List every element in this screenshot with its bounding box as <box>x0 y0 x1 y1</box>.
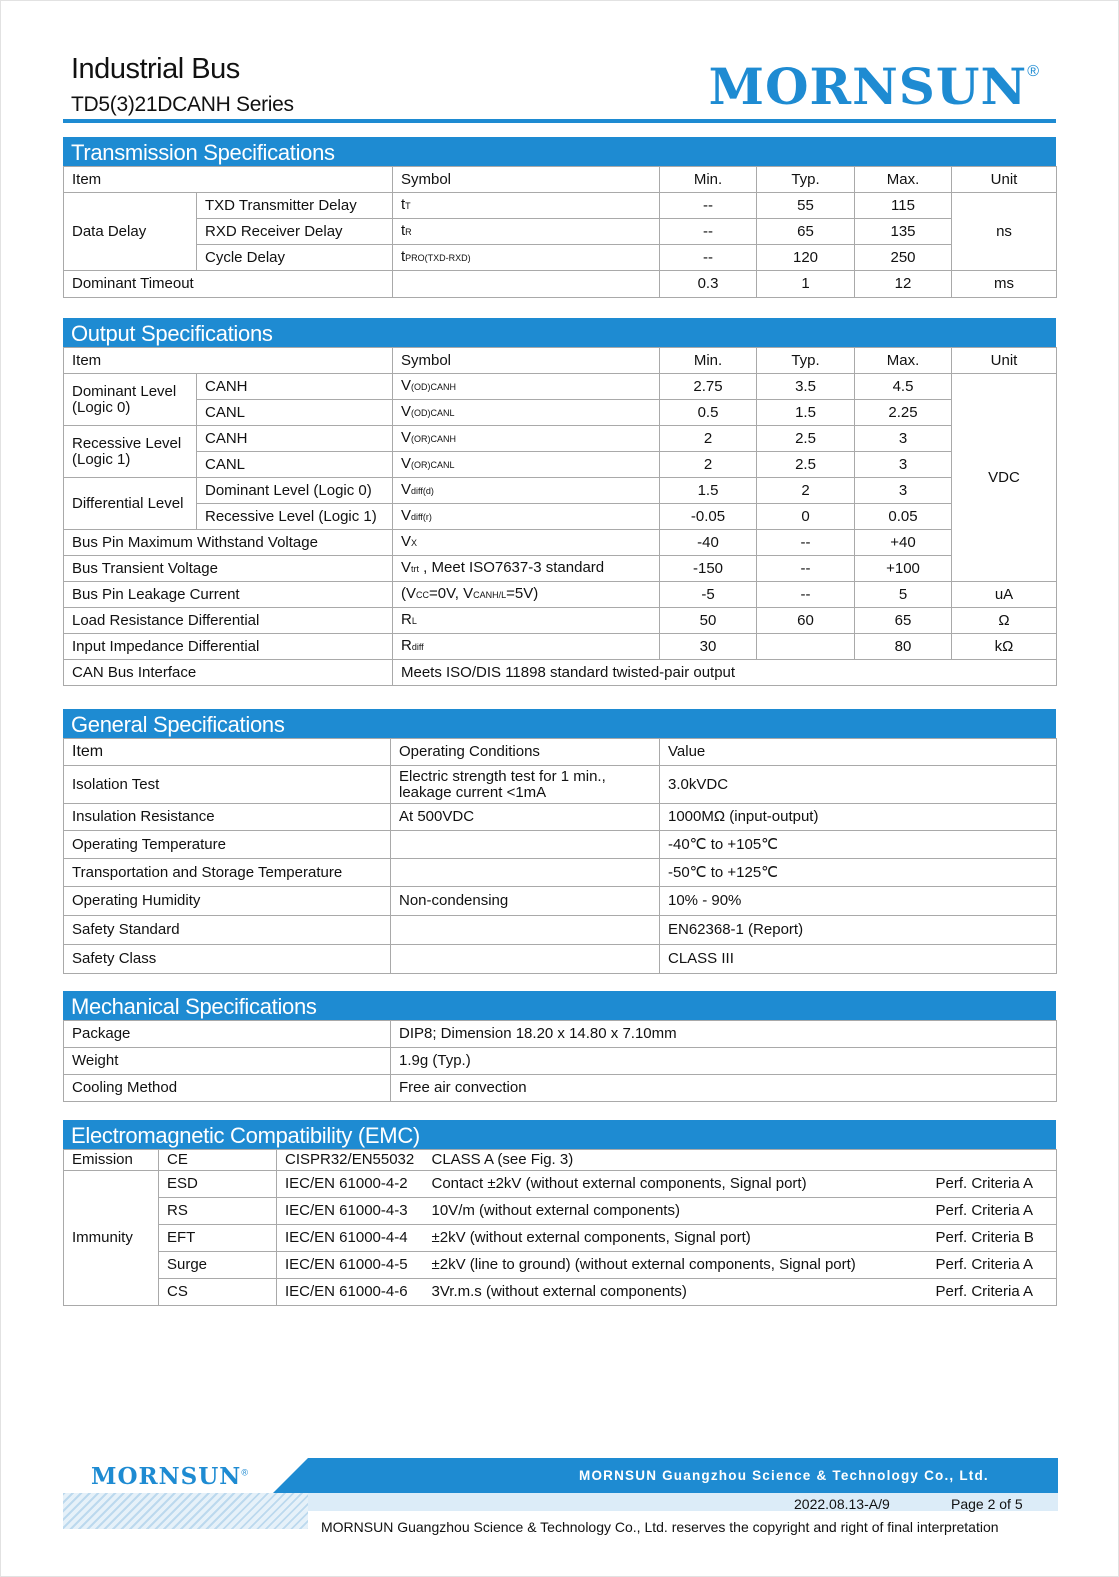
symbol-sub: CANH/L <box>473 590 507 600</box>
symbol-base: t <box>401 222 406 239</box>
max-cell: 3 <box>855 426 952 452</box>
unit-cell: kΩ <box>952 634 1057 660</box>
col-header: Max. <box>855 167 952 193</box>
typ-cell: -- <box>757 556 855 582</box>
max-cell: 2.25 <box>855 400 952 426</box>
test-type: ESD <box>159 1171 277 1198</box>
col-header: Unit <box>952 348 1057 374</box>
item-cell: Operating Temperature <box>64 831 391 859</box>
col-header: Min. <box>660 167 757 193</box>
section-heading: Transmission Specifications <box>63 137 1056 166</box>
section-heading: Output Specifications <box>63 318 1056 347</box>
item-cell: Safety Standard <box>64 916 391 945</box>
test-type: RS <box>159 1198 277 1225</box>
value-cell: Free air convection <box>391 1075 1057 1102</box>
max-cell: 135 <box>855 219 952 245</box>
min-cell: -- <box>660 245 757 271</box>
test-description: ±2kV (without external components, Signal port) <box>424 1225 928 1252</box>
condition-cell: At 500VDC <box>391 804 660 831</box>
group-label-differential: Differential Level <box>64 478 197 530</box>
test-type: CE <box>159 1150 277 1171</box>
condition-line: leakage current <1mA <box>399 783 547 801</box>
item-cell: Dominant Timeout <box>64 271 393 298</box>
symbol-cell <box>393 426 660 452</box>
item-cell: TXD Transmitter Delay <box>197 193 393 219</box>
symbol-sub: L <box>411 616 417 626</box>
registered-mark: ® <box>1027 63 1040 80</box>
col-header: Unit <box>952 167 1057 193</box>
symbol-base: V <box>401 559 412 576</box>
general-table <box>63 738 1057 974</box>
min-cell: 0.5 <box>660 400 757 426</box>
item-cell: Recessive Level (Logic 1) <box>197 504 393 530</box>
item-cell: CANL <box>197 452 393 478</box>
test-standard: IEC/EN 61000-4-5 <box>277 1252 424 1279</box>
col-header: Item <box>64 167 393 193</box>
value-cell: EN62368-1 (Report) <box>660 916 1057 945</box>
footer-copyright: MORNSUN Guangzhou Science & Technology Co., Ltd. reserves the copyright and right of final interpretation <box>321 1519 999 1535</box>
symbol-cell <box>393 452 660 478</box>
condition-cell <box>391 859 660 887</box>
item-cell: Operating Humidity <box>64 887 391 916</box>
document-title: Industrial Bus <box>71 53 240 85</box>
max-cell: 80 <box>855 634 952 660</box>
transmission-section <box>63 137 1056 298</box>
symbol-base: V <box>401 481 412 498</box>
symbol-sub: PRO(TXD-RXD) <box>405 253 471 263</box>
test-description: 3Vr.m.s (without external components) <box>424 1279 928 1306</box>
mechanical-section <box>63 991 1056 1102</box>
symbol-base: V <box>401 429 412 446</box>
max-cell: 12 <box>855 271 952 298</box>
max-cell: 5 <box>855 582 952 608</box>
symbol-sub: (OR)CANL <box>411 460 455 470</box>
col-header: Symbol <box>393 348 660 374</box>
max-cell: 65 <box>855 608 952 634</box>
typ-cell: 3.5 <box>757 374 855 400</box>
footer-company: MORNSUN Guangzhou Science & Technology Co., Ltd. <box>579 1468 989 1483</box>
group-label-line: (Logic 0) <box>72 398 131 416</box>
item-cell: Safety Class <box>64 945 391 974</box>
symbol-sub: (OD)CANL <box>411 408 455 418</box>
value-cell: CLASS III <box>660 945 1057 974</box>
max-cell: +100 <box>855 556 952 582</box>
value-cell: -40℃ to +105℃ <box>660 831 1057 859</box>
item-cell: Bus Pin Leakage Current <box>64 582 393 608</box>
symbol-cell <box>393 504 660 530</box>
emission-label: Emission <box>64 1150 159 1171</box>
item-cell: Bus Transient Voltage <box>64 556 393 582</box>
symbol-part: (V <box>401 585 416 602</box>
symbol-cell <box>393 374 660 400</box>
min-cell: 0.3 <box>660 271 757 298</box>
immunity-label: Immunity <box>64 1171 159 1306</box>
symbol-cell <box>393 271 660 298</box>
symbol-sub: diff(r) <box>411 512 432 522</box>
typ-cell: -- <box>757 530 855 556</box>
min-cell: 1.5 <box>660 478 757 504</box>
condition-cell <box>391 945 660 974</box>
document-series: TD5(3)21DCANH Series <box>71 93 294 116</box>
symbol-base: R <box>401 637 412 654</box>
test-standard: CISPR32/EN55032 <box>277 1150 424 1171</box>
typ-cell: 1 <box>757 271 855 298</box>
symbol-base: R <box>401 611 412 628</box>
test-type: CS <box>159 1279 277 1306</box>
col-header: Value <box>660 739 1057 766</box>
min-cell: -150 <box>660 556 757 582</box>
condition-cell <box>391 831 660 859</box>
symbol-base: V <box>401 507 412 524</box>
footer-hatch-pattern <box>63 1493 308 1529</box>
item-cell: Weight <box>64 1048 391 1075</box>
item-cell: Transportation and Storage Temperature <box>64 859 391 887</box>
symbol-base: V <box>401 533 412 550</box>
condition-cell <box>391 766 660 804</box>
symbol-sub: (OR)CANH <box>411 434 457 444</box>
typ-cell: 65 <box>757 219 855 245</box>
min-cell: 30 <box>660 634 757 660</box>
item-cell: Bus Pin Maximum Withstand Voltage <box>64 530 393 556</box>
typ-cell: 55 <box>757 193 855 219</box>
unit-cell: ms <box>952 271 1057 298</box>
test-type: EFT <box>159 1225 277 1252</box>
min-cell: -40 <box>660 530 757 556</box>
symbol-cell <box>393 582 660 608</box>
typ-cell: 2.5 <box>757 426 855 452</box>
group-label: Data Delay <box>64 193 197 271</box>
value-cell: 1000MΩ (input-output) <box>660 804 1057 831</box>
symbol-sub: diff <box>411 642 424 652</box>
symbol-base: V <box>401 403 412 420</box>
col-header: Max. <box>855 348 952 374</box>
value-cell: DIP8; Dimension 18.20 x 14.80 x 7.10mm <box>391 1021 1057 1048</box>
item-cell: CANH <box>197 374 393 400</box>
max-cell: 115 <box>855 193 952 219</box>
output-section <box>63 318 1056 686</box>
test-description: 10V/m (without external components) <box>424 1198 928 1225</box>
item-cell: RXD Receiver Delay <box>197 219 393 245</box>
typ-cell: -- <box>757 582 855 608</box>
footer-date: 2022.08.13-A/9 <box>794 1496 890 1512</box>
value-cell: 3.0kVDC <box>660 766 1057 804</box>
col-header: Item <box>64 739 391 766</box>
item-cell: Dominant Level (Logic 0) <box>197 478 393 504</box>
min-cell: -- <box>660 193 757 219</box>
col-header: Symbol <box>393 167 660 193</box>
value-cell: 10% - 90% <box>660 887 1057 916</box>
group-label-recessive <box>64 426 197 478</box>
col-header: Typ. <box>757 348 855 374</box>
group-label-line: Dominant Level <box>72 382 177 400</box>
item-cell: Load Resistance Differential <box>64 608 393 634</box>
emc-table <box>63 1149 1057 1306</box>
value-cell: Meets ISO/DIS 11898 standard twisted-pair output <box>393 660 1057 686</box>
typ-cell: 2 <box>757 478 855 504</box>
typ-cell: 2.5 <box>757 452 855 478</box>
test-standard: IEC/EN 61000-4-4 <box>277 1225 424 1252</box>
test-description: Contact ±2kV (without external components, Signal port) <box>424 1171 928 1198</box>
condition-cell <box>391 916 660 945</box>
test-criteria <box>928 1150 1057 1171</box>
test-type: Surge <box>159 1252 277 1279</box>
item-cell: Cooling Method <box>64 1075 391 1102</box>
test-criteria: Perf. Criteria A <box>928 1171 1057 1198</box>
typ-cell: 120 <box>757 245 855 271</box>
group-label-dominant <box>64 374 197 426</box>
item-cell: Input Impedance Differential <box>64 634 393 660</box>
test-standard: IEC/EN 61000-4-6 <box>277 1279 424 1306</box>
test-standard: IEC/EN 61000-4-2 <box>277 1171 424 1198</box>
group-label-line: (Logic 1) <box>72 450 131 468</box>
section-heading: Mechanical Specifications <box>63 991 1056 1020</box>
transmission-table <box>63 166 1057 298</box>
test-description: ±2kV (line to ground) (without external components, Signal port) <box>424 1252 928 1279</box>
footer-registered-mark: ® <box>241 1467 249 1478</box>
condition-line: Electric strength test for 1 min., <box>399 767 606 785</box>
max-cell: 3 <box>855 452 952 478</box>
min-cell: 2 <box>660 452 757 478</box>
test-criteria: Perf. Criteria B <box>928 1225 1057 1252</box>
unit-cell: ns <box>952 193 1057 271</box>
symbol-cell <box>393 530 660 556</box>
min-cell: 2.75 <box>660 374 757 400</box>
max-cell: 3 <box>855 478 952 504</box>
max-cell: 250 <box>855 245 952 271</box>
min-cell: -0.05 <box>660 504 757 530</box>
unit-cell: VDC <box>952 374 1057 582</box>
footer-light-strip <box>308 1493 1058 1511</box>
symbol-base: V <box>401 455 412 472</box>
emc-section <box>63 1120 1056 1306</box>
symbol-cell <box>393 556 660 582</box>
footer-page-number: Page 2 of 5 <box>951 1496 1023 1512</box>
symbol-base: V <box>401 377 412 394</box>
symbol-sub: diff(d) <box>411 486 434 496</box>
test-standard: IEC/EN 61000-4-3 <box>277 1198 424 1225</box>
brand-logo <box>709 57 1040 116</box>
min-cell: 2 <box>660 426 757 452</box>
symbol-cell <box>393 608 660 634</box>
typ-cell: 0 <box>757 504 855 530</box>
symbol-part: =5V) <box>506 585 539 602</box>
unit-cell: uA <box>952 582 1057 608</box>
test-criteria: Perf. Criteria A <box>928 1198 1057 1225</box>
symbol-base: t <box>401 196 406 213</box>
typ-cell: 1.5 <box>757 400 855 426</box>
min-cell: -- <box>660 219 757 245</box>
output-table <box>63 347 1057 686</box>
footer-logo <box>91 1463 249 1490</box>
col-header: Min. <box>660 348 757 374</box>
symbol-base: t <box>401 248 406 265</box>
symbol-sub: trt <box>411 564 420 574</box>
symbol-cell <box>393 245 660 271</box>
brand-logo-text: MORNSUN <box>708 57 1028 116</box>
min-cell: -5 <box>660 582 757 608</box>
section-heading: Electromagnetic Compatibility (EMC) <box>63 1120 1056 1149</box>
symbol-cell <box>393 400 660 426</box>
item-cell: Cycle Delay <box>197 245 393 271</box>
symbol-sub: X <box>411 538 418 548</box>
max-cell: +40 <box>855 530 952 556</box>
typ-cell: 60 <box>757 608 855 634</box>
item-cell: Insulation Resistance <box>64 804 391 831</box>
value-cell: 1.9g (Typ.) <box>391 1048 1057 1075</box>
symbol-cell <box>393 193 660 219</box>
item-cell: Package <box>64 1021 391 1048</box>
item-cell: CANL <box>197 400 393 426</box>
test-criteria: Perf. Criteria A <box>928 1279 1057 1306</box>
value-cell: -50℃ to +125℃ <box>660 859 1057 887</box>
symbol-sub: CC <box>416 590 429 600</box>
general-section <box>63 709 1056 974</box>
condition-cell: Non-condensing <box>391 887 660 916</box>
typ-cell <box>757 634 855 660</box>
symbol-cell <box>393 219 660 245</box>
section-heading: General Specifications <box>63 709 1056 738</box>
col-header: Typ. <box>757 167 855 193</box>
unit-cell: Ω <box>952 608 1057 634</box>
symbol-sub: T <box>405 201 411 211</box>
item-cell: CAN Bus Interface <box>64 660 393 686</box>
test-description: CLASS A (see Fig. 3) <box>424 1150 928 1171</box>
min-cell: 50 <box>660 608 757 634</box>
symbol-sub: R <box>405 227 412 237</box>
symbol-part: =0V, V <box>429 585 474 602</box>
header-rule <box>63 119 1056 123</box>
col-header: Operating Conditions <box>391 739 660 766</box>
item-cell: CANH <box>197 426 393 452</box>
item-cell: Isolation Test <box>64 766 391 804</box>
max-cell: 4.5 <box>855 374 952 400</box>
test-criteria: Perf. Criteria A <box>928 1252 1057 1279</box>
footer-logo-text: MORNSUN <box>91 1463 242 1490</box>
group-label-line: Recessive Level <box>72 434 182 452</box>
max-cell: 0.05 <box>855 504 952 530</box>
symbol-cell <box>393 478 660 504</box>
symbol-sub: (OD)CANH <box>411 382 457 392</box>
symbol-cell <box>393 634 660 660</box>
mechanical-table <box>63 1020 1057 1102</box>
symbol-note: , Meet ISO7637-3 standard <box>419 559 605 576</box>
col-header: Item <box>64 348 393 374</box>
